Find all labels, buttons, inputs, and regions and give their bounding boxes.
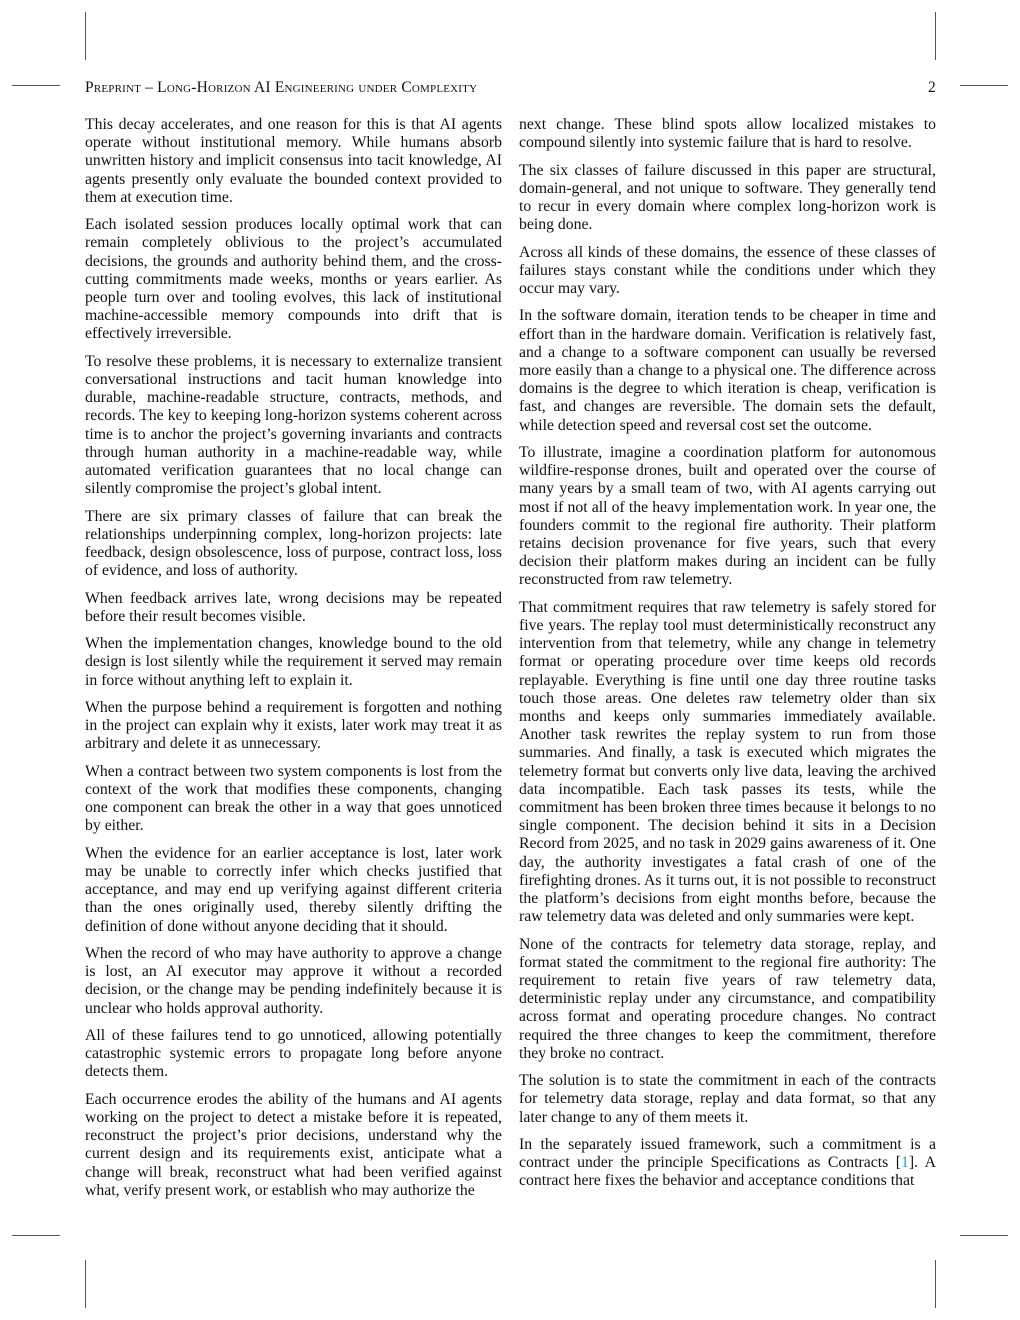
crop-mark-bottom-right (935, 1260, 936, 1308)
paragraph: When the purpose behind a requirement is forgotten and nothing in the project can explain why it exists, later work may treat it as arbitrary and delete it as unnecessary. (85, 699, 502, 753)
page-number: 2 (928, 79, 936, 96)
paragraph: Each occurrence erodes the ability of the humans and AI agents working on the project to detect a mistake before it is repeated, reconstruct the project’s prior decisions, understand why the current design and its requirements exist, anticipate what a change will break, reconstruct what had been verified against what, verify present work, or establish who may authorize the (85, 1090, 502, 1199)
crop-mark-top-left (85, 12, 86, 60)
paragraph: When feedback arrives late, wrong decisions may be repeated before their result becomes visible. (85, 589, 502, 625)
crop-mark-right-upper (960, 85, 1008, 86)
paragraph: This decay accelerates, and one reason for this is that AI agents operate without institutional memory. While humans absorb unwritten history and implicit consensus into tacit knowledge, AI agents presently only evaluate the bounded context provided to them at execution time. (85, 116, 502, 206)
paragraph: There are six primary classes of failure that can break the relationships underpinning complex, long-horizon projects: late feedback, design obsolescence, loss of purpose, contract loss, loss of evidence, and loss of authority. (85, 507, 502, 580)
left-column (85, 116, 502, 1209)
paragraph: To resolve these problems, it is necessary to externalize transient conversational instructions and tacit human knowledge into durable, machine-readable structure, contracts, methods, and records. The key to keeping long-horizon systems coherent across time is to anchor the project’s governing invariants and contracts through human authority in a machine-readable way, while automated verification guarantees that no local change can silently compromise the project’s global intent. (85, 352, 502, 498)
crop-mark-left-lower (12, 1235, 60, 1236)
paragraph: Each isolated session produces locally optimal work that can remain completely oblivious to the project’s accumulated decisions, the grounds and authority behind them, and the cross-cutting commitments made weeks, months or years earlier. As people turn over and tooling evolves, this lack of institutional machine-accessible memory compounds into drift that is effectively irreversible. (85, 216, 502, 343)
paragraph: To illustrate, imagine a coordination platform for autonomous wildfire-response drones, built and operated over the course of many years by a small team of two, with AI agents carrying out most if not all of the heavy implementation work. In year one, the founders commit to the regional fire authority. Their platform retains decision provenance for five years, such that every decision their platform makes during an incident can be fully reconstructed from raw telemetry. (519, 444, 936, 589)
crop-mark-left-upper (12, 85, 60, 86)
crop-mark-bottom-left (85, 1260, 86, 1308)
paragraph: That commitment requires that raw telemetry is safely stored for five years. The replay tool must deterministically reconstruct any intervention from that telemetry, while any change in telemetry format or operating procedure over time keeps old records replayable. Everything is fine until one day three routine tasks touch those areas. One deletes raw telemetry older than six months and keeps only summaries immediately available. Another task rewrites the replay system to run from those summaries. And finally, a task is executed which migrates the telemetry format but converts only live data, leaving the archived data incompatible. Each task passes its tests, while the commitment has been broken three times because it belongs to no single component. The decision behind it sits in a Decision Record from 2025, and no task in 2029 gains awareness of it. One day, the authority investigates a fatal crash of one of the firefighting drones. As it turns out, it is not possible to reconstruct the platform’s decisions from eight months before, because the raw telemetry data was deleted and only summaries were kept. (519, 598, 936, 926)
citation-link[interactable]: 1 (900, 1154, 909, 1172)
running-head (85, 79, 936, 99)
running-head-title: Preprint – Long-Horizon AI Engineering under Complexity (85, 79, 478, 96)
paragraph: All of these failures tend to go unnoticed, allowing potentially catastrophic systemic errors to propagate long before anyone detects them. (85, 1027, 502, 1081)
paragraph: When the implementation changes, knowledge bound to the old design is lost silently while the requirement it served may remain in force without anything left to explain it. (85, 635, 502, 689)
paragraph: When the record of who may have authority to approve a change is lost, an AI executor may approve it without a recorded decision, or the change may be pending indefinitely because it is unclear who holds approval authority. (85, 945, 502, 1017)
paragraph: The solution is to state the commitment in each of the contracts for telemetry data storage, replay and data format, so that any later change to any of them meets it. (519, 1072, 936, 1126)
paragraph: None of the contracts for telemetry data storage, replay, and format stated the commitment to the regional fire authority: The requirement to retain five years of raw telemetry data, deterministic replay under any circumstance, and compatibility across format and operating procedure changes. No contract required the three changes to keep the commitment, therefore they broke no contract. (519, 935, 936, 1062)
paragraph-text: ]. A contract here fixes the behavior and acceptance conditions that (519, 1154, 936, 1190)
crop-mark-top-right (935, 12, 936, 60)
paragraph: In the software domain, iteration tends to be cheaper in time and effort than in the hardware domain. Verification is relatively fast, and a change to a software component can usually be reversed more easily than a change to a physical one. The difference across domains is the degree to which iteration is cheap, verification is fast, and changes are reversible. The domain sets the default, while detection speed and reversal cost set the outcome. (519, 307, 936, 434)
right-column (519, 116, 936, 1200)
paragraph-with-citation (519, 1136, 936, 1191)
paragraph: When the evidence for an earlier acceptance is lost, later work may be unable to correctly infer which checks justified that acceptance, and may end up verifying against different criteria than the ones originally used, thereby silently drifting the definition of done without anyone deciding that it should. (85, 844, 502, 935)
paragraph-text: In the separately issued framework, such a commitment is a contract under the principle Specifications as Contracts [ (519, 1136, 936, 1172)
paragraph: Across all kinds of these domains, the essence of these classes of failures stays constant while the conditions under which they occur may vary. (519, 243, 936, 297)
paragraph: next change. These blind spots allow localized mistakes to compound silently into systemic failure that is hard to resolve. (519, 116, 936, 152)
paragraph: When a contract between two system components is lost from the context of the work that modifies these components, changing one component can break the other in a way that goes unnoticed by either. (85, 762, 502, 835)
paragraph: The six classes of failure discussed in this paper are structural, domain-general, and not unique to software. They generally tend to recur in every domain where complex long-horizon work is being done. (519, 161, 936, 234)
crop-mark-right-lower (960, 1235, 1008, 1236)
